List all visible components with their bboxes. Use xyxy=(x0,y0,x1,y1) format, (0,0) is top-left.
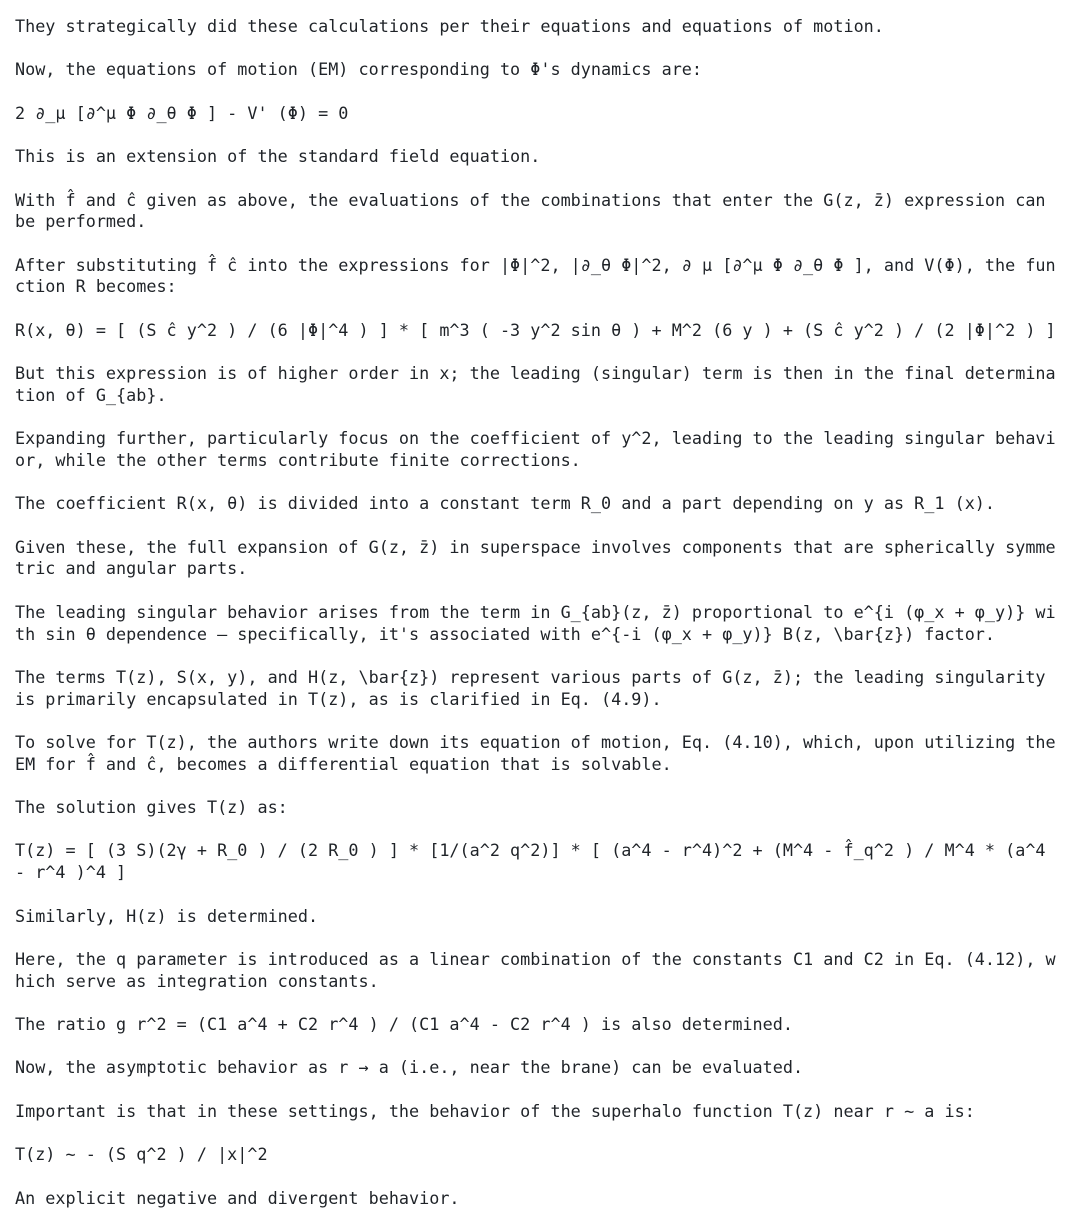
paragraph: Now, the asymptotic behavior as r → a (i.e., near the brane) can be evaluated. xyxy=(15,1057,804,1078)
paragraph: The solution gives T(z) as: xyxy=(15,797,288,818)
paragraph: An explicit negative and divergent behavior. xyxy=(15,1187,460,1208)
paragraph: Now, the equations of motion (EM) corresponding to Φ's dynamics are: xyxy=(15,59,703,80)
paragraph: Given these, the full expansion of G(z, z̄) in superspace involves components that are spherically symmetric and angular parts. xyxy=(15,536,1056,579)
document-body xyxy=(15,16,1066,1231)
paragraph: Here, the q parameter is introduced as a linear combination of the constants C1 and C2 in Eq. (4.12), which serve as integration constants. xyxy=(15,948,1056,991)
paragraph: After substituting f̂ ĉ into the expressions for |Φ|^2, |∂_θ Φ|^2, ∂ μ [∂^μ Φ ∂_θ Φ ], and V(Φ), the function R becomes: xyxy=(15,254,1056,297)
equation: 2 ∂_μ [∂^μ Φ ∂_θ Φ ] - V' (Φ) = 0 xyxy=(15,102,349,123)
paragraph: This is an extension of the standard field equation. xyxy=(15,146,541,167)
paragraph: With f̂ and ĉ given as above, the evaluations of the combinations that enter the G(z, z̄) expression can be performed. xyxy=(15,189,1056,232)
paragraph: But this expression is of higher order in x; the leading (singular) term is then in the final determination of G_{ab}. xyxy=(15,363,1056,405)
equation: T(z) ~ - (S q^2 ) / |x|^2 xyxy=(15,1144,268,1165)
paragraph: The ratio g r^2 = (C1 a^4 + C2 r^4 ) / (C1 a^4 - C2 r^4 ) is also determined. xyxy=(15,1014,793,1035)
equation: T(z) = [ (3 S)(2γ + R_0 ) / (2 R_0 ) ] * [1/(a^2 q^2)] * [ (a^4 - r^4)^2 + (M^4 - f̂_q^2 ) / M^4 * (a^4 - r^4 )^4 ] xyxy=(15,840,1056,883)
paragraph: The leading singular behavior arises from the term in G_{ab}(z, z̄) proportional to e^{i (φ_x + φ_y)} with sin θ dependence — specifically, it's associated with e^{-i (φ_x + φ_y)} B(z, \bar{z}) factor. xyxy=(15,601,1056,644)
paragraph: The terms T(z), S(x, y), and H(z, \bar{z}) represent various parts of G(z, z̄); the leading singularity is primarily encapsulated in T(z), as is clarified in Eq. (4.9). xyxy=(15,666,1056,709)
equation: R(x, θ) = [ (S ĉ y^2 ) / (6 |Φ|^4 ) ] * [ m^3 ( -3 y^2 sin θ ) + M^2 (6 y ) + (S ĉ y^2 ) / (2 |Φ|^2 ) ] xyxy=(15,319,1056,340)
paragraph: The coefficient R(x, θ) is divided into a constant term R_0 and a part depending on y as R_1 (x). xyxy=(15,493,996,514)
paragraph: Similarly, H(z) is determined. xyxy=(15,905,319,926)
paragraph: Important is that in these settings, the behavior of the superhalo function T(z) near r ~ a is: xyxy=(15,1100,975,1121)
paragraph: To solve for T(z), the authors write down its equation of motion, Eq. (4.10), which, upon utilizing the EM for f̂ and ĉ, becomes a differential equation that is solvable. xyxy=(15,732,1066,774)
paragraph: They strategically did these calculations per their equations and equations of motion. xyxy=(15,16,884,36)
paragraph: Expanding further, particularly focus on the coefficient of y^2, leading to the leading singular behavior, while the other terms contribute finite corrections. xyxy=(15,428,1056,470)
